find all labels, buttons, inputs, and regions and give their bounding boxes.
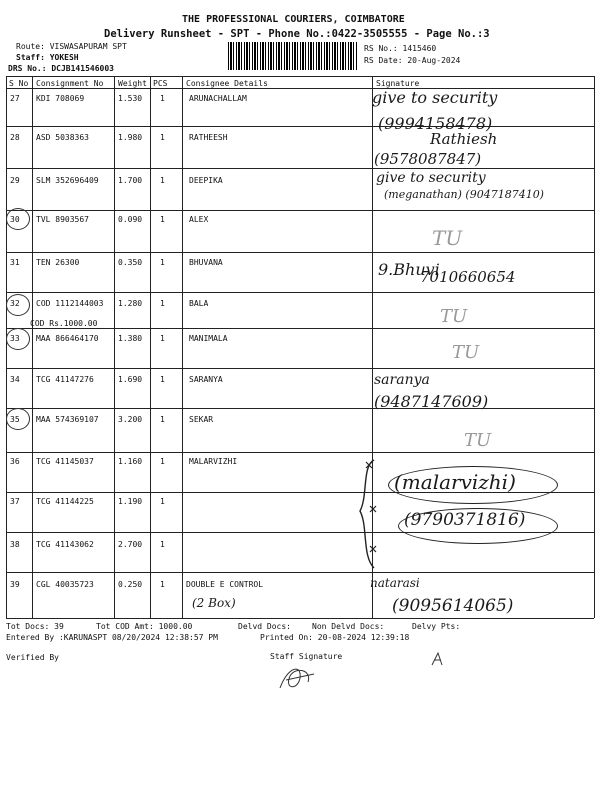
row-sno: 28 — [10, 133, 20, 142]
col-header-consignment: Consignment No — [36, 79, 104, 88]
grid-line — [182, 76, 183, 618]
printed-on: Printed On: 20-08-2024 12:39:18 — [260, 633, 410, 642]
handwritten-note: give to security — [372, 88, 498, 107]
row-pcs: 1 — [160, 299, 165, 308]
delivery-points: Delvy Pts: — [412, 622, 461, 631]
handwritten-name: Rathiesh — [430, 130, 498, 148]
row-consignee: RATHEESH — [189, 133, 228, 142]
grid-line — [150, 76, 151, 618]
row-consignment: TCG 41143062 — [36, 540, 94, 549]
col-header-pcs: PCS — [153, 79, 168, 88]
handwritten-phone: (9095614065) — [392, 596, 514, 616]
row-consignment: ASD 5038363 — [36, 133, 89, 142]
row-weight: 3.200 — [118, 415, 143, 424]
handwritten-name: natarasi — [370, 576, 420, 590]
row-sno: 38 — [10, 540, 20, 549]
row-consignee: DEEPIKA — [189, 176, 223, 185]
row-consignee: SEKAR — [189, 415, 214, 424]
row-weight: 1.190 — [118, 497, 143, 506]
barcode-image — [228, 42, 358, 70]
row-pcs: 1 — [160, 94, 165, 103]
handwritten-note: give to security — [376, 170, 486, 186]
row-pcs: 1 — [160, 215, 165, 224]
total-cod: Tot COD Amt: 1000.00 — [96, 622, 193, 631]
row-sno: 33 — [10, 334, 20, 343]
row-line — [6, 210, 594, 211]
handwritten-phone: (9578087847) — [374, 150, 482, 168]
row-line — [6, 452, 594, 453]
row-consignment: CGL 40035723 — [36, 580, 94, 589]
staff-signature-scribble — [270, 660, 330, 694]
handwritten-phone: (9994158478) — [378, 114, 493, 133]
handwritten-phone: (9487147609) — [374, 392, 489, 411]
row-pcs: 1 — [160, 540, 165, 549]
row-weight: 2.700 — [118, 540, 143, 549]
row-consignee: BHUVANA — [189, 258, 223, 267]
row-consignment: TCG 41145037 — [36, 457, 94, 466]
row-consignment: MAA 866464170 — [36, 334, 99, 343]
row-consignment: SLM 352696409 — [36, 176, 99, 185]
row-pcs: 1 — [160, 375, 165, 384]
row-line — [6, 168, 594, 169]
company-name: THE PROFESSIONAL COURIERS, COIMBATORE — [182, 14, 405, 25]
row-consignment: TVL 8903567 — [36, 215, 89, 224]
handwritten-name: saranya — [374, 372, 430, 388]
row-sno: 30 — [10, 215, 20, 224]
row-sno: 32 — [10, 299, 20, 308]
grid-line — [32, 76, 33, 618]
row-weight: 1.160 — [118, 457, 143, 466]
staff-label: Staff: YOKESH — [16, 53, 79, 62]
row-consignment: TCG 41147276 — [36, 375, 94, 384]
small-mark — [428, 650, 448, 668]
row-weight: 1.690 — [118, 375, 143, 384]
handwritten-name: 9.Bhuvi — [378, 260, 440, 279]
row-weight: 0.090 — [118, 215, 143, 224]
row-pcs: 1 — [160, 176, 165, 185]
row-weight: 0.250 — [118, 580, 143, 589]
row-consignment: TEN 26300 — [36, 258, 80, 267]
row-line — [6, 368, 594, 369]
handwritten-tu: TU — [432, 226, 463, 250]
handwritten-oval — [398, 508, 558, 544]
header-divider — [6, 88, 594, 89]
row-consignment: KDI 708069 — [36, 94, 85, 103]
row-sno: 29 — [10, 176, 20, 185]
row-consignment: COD 1112144003 — [36, 299, 104, 308]
row-consignment: TCG 41144225 — [36, 497, 94, 506]
non-delivered-docs: Non Delvd Docs: — [312, 622, 385, 631]
row-line — [6, 572, 594, 573]
row-sno: 27 — [10, 94, 20, 103]
handwritten-phone: (9790371816) — [404, 510, 526, 530]
col-header-signature: Signature — [376, 79, 420, 88]
handwritten-tu: TU — [452, 342, 480, 363]
row-weight: 0.350 — [118, 258, 143, 267]
row-pcs: 1 — [160, 334, 165, 343]
row-consignment: MAA 574369107 — [36, 415, 99, 424]
row-consignee: MANIMALA — [189, 334, 228, 343]
row-weight: 1.530 — [118, 94, 143, 103]
handwritten-phone: (meganathan) (9047187410) — [384, 188, 544, 201]
row-consignee: MALARVIZHI — [189, 457, 238, 466]
col-header-consignee: Consignee Details — [186, 79, 268, 88]
grid-line — [6, 76, 7, 618]
row-sno: 31 — [10, 258, 20, 267]
row-pcs: 1 — [160, 258, 165, 267]
row-pcs: 1 — [160, 415, 165, 424]
staff-signature-label: Staff Signature — [270, 652, 343, 661]
row-weight: 1.980 — [118, 133, 143, 142]
row-consignee: DOUBLE E CONTROL — [186, 580, 264, 589]
entered-by: Entered By :KARUNASPT 08/20/2024 12:38:57 PM — [6, 633, 218, 642]
handwritten-note: (2 Box) — [192, 596, 236, 610]
row-consignee: BALA — [189, 299, 209, 308]
row-pcs: 1 — [160, 457, 165, 466]
row-weight: 1.700 — [118, 176, 143, 185]
row-pcs: 1 — [160, 580, 165, 589]
rs-date: RS Date: 20-Aug-2024 — [364, 56, 461, 65]
row-sno: 34 — [10, 375, 20, 384]
total-docs: Tot Docs: 39 — [6, 622, 64, 631]
rs-number: RS No.: 1415460 — [364, 44, 437, 53]
row-sno: 35 — [10, 415, 20, 424]
route-label: Route: VISWASAPURAM SPT — [16, 42, 127, 51]
cod-amount: COD Rs.1000.00 — [30, 319, 98, 328]
runsheet-title: Delivery Runsheet - SPT - Phone No.:0422-3505555 - Page No.:3 — [104, 28, 490, 40]
delivered-docs: Delvd Docs: — [238, 622, 291, 631]
handwritten-tu: TU — [440, 306, 468, 327]
handwritten-name: (malarvizhi) — [394, 470, 516, 494]
handwritten-phone: 7010660654 — [420, 268, 516, 286]
table-top-border — [6, 76, 594, 77]
table-bottom-border — [6, 618, 594, 619]
row-sno: 36 — [10, 457, 20, 466]
col-header-sno: S No — [9, 79, 29, 88]
row-line — [6, 408, 594, 409]
row-pcs: 1 — [160, 497, 165, 506]
grid-line — [114, 76, 115, 618]
row-consignee: SARANYA — [189, 375, 223, 384]
col-header-weight: Weight — [118, 79, 147, 88]
row-weight: 1.380 — [118, 334, 143, 343]
row-line — [6, 126, 594, 127]
row-consignee: ALEX — [189, 215, 209, 224]
verified-by-label: Verified By — [6, 653, 59, 662]
row-pcs: 1 — [160, 133, 165, 142]
row-sno: 37 — [10, 497, 20, 506]
row-line — [6, 292, 594, 293]
row-consignee: ARUNACHALLAM — [189, 94, 247, 103]
row-line — [6, 252, 594, 253]
handwritten-oval — [388, 466, 558, 504]
handwritten-tu: TU — [464, 430, 492, 451]
row-weight: 1.280 — [118, 299, 143, 308]
row-line — [6, 328, 594, 329]
drs-number: DRS No.: DCJB141546003 — [8, 64, 114, 73]
row-sno: 39 — [10, 580, 20, 589]
